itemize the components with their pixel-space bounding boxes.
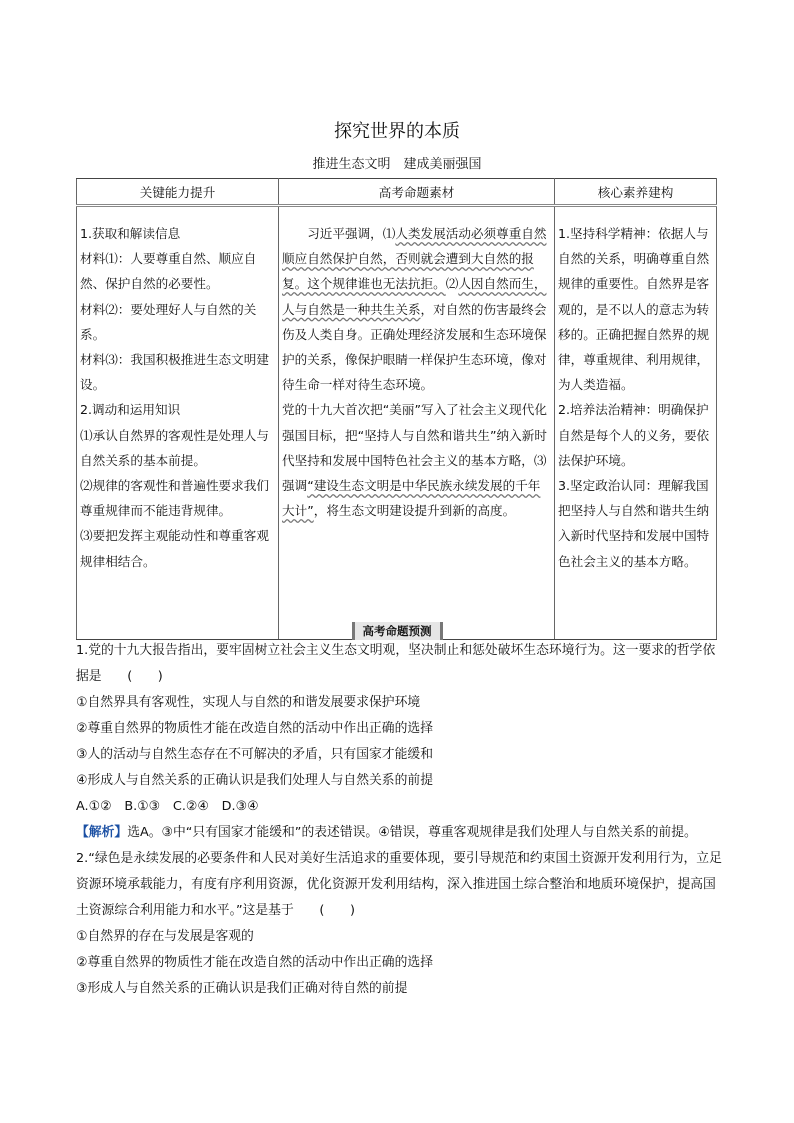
answer-choices: A.①② B.①③ C.②④ D.③④ (76, 799, 259, 814)
key-ability-item: ⑵规律的客观性和普遍性要求我们尊重规律而不能违背规律。 (80, 478, 269, 519)
key-ability-item: ⑶要把发挥主观能动性和尊重客观规律相结合。 (80, 528, 269, 569)
key-ability-item: 2.调动和运用知识 (80, 402, 181, 418)
question-option: ①自然界的存在与发展是客观的 (76, 929, 254, 944)
analysis-tag: 【解析】 (76, 825, 128, 840)
question-option: ①自然界具有客观性，实现人与自然的和谐发展要求保护环境 (76, 695, 421, 710)
key-ability-item: ⑴承认自然界的客观性是处理人与自然关系的基本前提。 (80, 427, 269, 468)
key-ability-item: 材料⑵：要处理好人与自然的关系。 (80, 301, 257, 342)
question-option: ③人的活动与自然生态存在不可解决的矛盾，只有国家才能缓和 (76, 747, 433, 762)
questions (76, 638, 724, 1002)
material-paragraph-1: 习近平强调，⑴人类发展活动必须尊重自然顺应自然保护自然，否则就会遭到大自然的报复。这个规律谁也无法抗拒。⑵人因自然而生，人与自然是一种共生关系，对自然的伤害最终会伤及人类自身。正确处理经济发展和生态环境保护的关系，像保护眼睛一样保护生态环境，像对待生命一样对待生态环境。 (282, 226, 547, 393)
header-exam-material: 高考命题素材 (279, 179, 555, 206)
underlined-text: 人类发展活动必须尊重自然顺应自然保护自然，否则就会遭到大自然的报复。这个规律谁也无法抗拒。 (282, 226, 547, 292)
exam-material-cell (279, 206, 555, 640)
question-stem: 1.党的十九大报告指出，要牢固树立社会主义生态文明观，坚决制止和惩处破坏生态环境行为。这一要求的哲学依据是 ( ) (76, 643, 716, 684)
analysis: 【解析】选A。③中“只有国家才能缓和”的表述错误。④错误，尊重客观规律是我们处理人与自然关系的前提。 (76, 825, 697, 840)
key-ability-item: 材料⑴：人要尊重自然、顺应自然、保护自然的必要性。 (80, 251, 257, 292)
core-literacy-item: 3.坚定政治认同：理解我国把坚持人与自然和谐共生纳入新时代坚持和发展中国特色社会主义的基本方略。 (558, 478, 710, 569)
question-option: ②尊重自然界的物质性才能在改造自然的活动中作出正确的选择 (76, 955, 433, 970)
underlined-text: 人因自然而生，人与自然是一种共生关系 (282, 276, 547, 317)
summary-table (76, 178, 717, 640)
core-literacy-cell (555, 206, 717, 640)
page-subtitle: 推进生态文明 建成美丽强国 (312, 157, 482, 172)
question-option: ③形成人与自然关系的正确认识是我们正确对待自然的前提 (76, 981, 408, 996)
key-ability-cell (77, 206, 279, 640)
section-banner: 高考命题预测 (0, 620, 794, 640)
header-key-ability: 关键能力提升 (77, 179, 279, 206)
core-literacy-item: 2.培养法治精神：明确保护自然是每个人的义务，要依法保护环境。 (558, 402, 710, 468)
page-title: 探究世界的本质 (334, 121, 460, 142)
question-option: ②尊重自然界的物质性才能在改造自然的活动中作出正确的选择 (76, 721, 433, 736)
question-option: ④形成人与自然关系的正确认识是我们处理人与自然关系的前提 (76, 773, 433, 788)
underlined-text: “建设生态文明是中华民族永续发展的千年大计” (282, 478, 541, 519)
core-literacy-item: 1.坚持科学精神：依据人与自然的关系，明确尊重自然规律的重要性。自然界是客观的，是不以人的意志为转移的。正确把握自然界的规律，尊重规律、利用规律，为人类造福。 (558, 226, 710, 393)
question-stem: 2.“绿色是永续发展的必要条件和人民对美好生活追求的重要体现，要引导规范和约束国土资源开发利用行为，立足资源环境承载能力，有度有序利用资源，优化资源开发利用结构，深入推进国土综合整治和地质环境保护，提高国土资源综合利用能力和水平。”这是基于 ( ) (76, 851, 722, 918)
key-ability-item: 材料⑶：我国积极推进生态文明建设。 (80, 352, 269, 393)
key-ability-item: 1.获取和解读信息 (80, 226, 181, 241)
header-core-literacy: 核心素养建构 (555, 179, 717, 206)
material-paragraph-2: 党的十九大首次把“美丽”写入了社会主义现代化强国目标，把“坚持人与自然和谐共生”纳入新时代坚持和发展中国特色社会主义的基本方略，⑶强调“建设生态文明是中华民族永续发展的千年大计”，将生态文明建设提升到新的高度。 (282, 402, 547, 519)
